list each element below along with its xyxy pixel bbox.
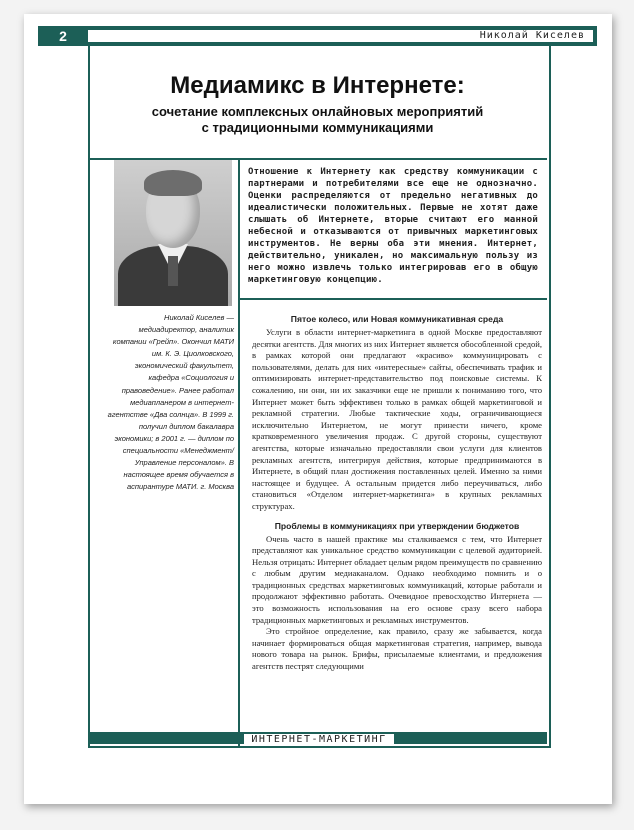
magazine-page — [24, 14, 612, 804]
article-title: Медиамикс в Интернете: — [170, 72, 465, 99]
section-heading: Проблемы в коммуникациях при утверждении бюджетов — [274, 520, 520, 531]
author-column — [88, 158, 240, 746]
footer-section-name: ИНТЕРНЕТ-МАРКЕТИНГ — [244, 734, 394, 746]
header-bar — [38, 26, 597, 46]
article-subtitle: сочетание комплексных онлайновых мероприятий с традиционными коммуникациями — [151, 104, 484, 135]
lead-paragraph: Отношение к Интернету как средству коммуникации с партнерами и потребителями все еще не однозначно. Оценки распределяются от предельно негативных до идеалистически положительных. Первые не хотят даже слышать об Интернете, вторые считают его манной небесной и отказываются от привычных маркетинговых инструментов. Не верны оба эти мнения. Интернет, действительно, уникален, но максимальную пользу из него можно извлечь только интегрировав его в общую маркетинговую концепцию. — [248, 167, 538, 285]
title-block — [88, 46, 547, 160]
paragraph: Это стройное определение, как правило, сразу же забывается, когда начинает формироваться общая маркетинговая стратегия, например, вывода нового товара на рынок. Брифы, присылаемые клиентами, и предложения агентств пестрят следующими — [252, 626, 542, 672]
article-body — [252, 306, 542, 673]
page-number: 2 — [38, 26, 88, 46]
author-name: Николай Киселев — [479, 30, 585, 41]
author-photo — [114, 160, 232, 306]
author-caption: Николай Киселев — медиадиректор, аналитик компании «Грейп». Окончил МАТИ им. К. Э. Циолковского, экономический факультет, кафедра «Социология и правоведение». Ранее работал медиапланером в интернет-агентстве «Два солнца». В 1999 г. получил диплом бакалавра экономики; в 2001 г. — диплом по специальности «Менеджмент/Управление персоналом». В настоящее время обучается в аспирантуре МАТИ. г. Москва — [107, 313, 234, 492]
section-heading: Пятое колесо, или Новая коммуникативная среда — [290, 314, 504, 324]
divider — [240, 298, 547, 300]
paragraph: Услуги в области интернет-маркетинга в одной Москве предоставляют десятки агентств. Для многих из них Интернет является обособленной средой, в рамках которой они предлагают «красиво» коммуницировать с пользователями, делать для них «интересные» сайты, обеспечивать трафик и оптимизировать интернет-представительство под поисковые системы. К сожалению, ни они, ни их заказчики еще не пришли к пониманию того, что Интернет может быть эффективен только в рамках общей маркетинговой и рекламной стратегии. Любые тактические ходы, ограничивающиеся исключительно Интернетом, не могут принести ничего, кроме кратковременного увеличения продаж. С другой стороны, существуют агентства, которые изначально предоставляли свои услуги для клиентов рекламных агентств, интегрируя действия, которые предпринимаются в Интернете, в общий план достижения поставленных целей. Именно за ними настоящее и будущее. А остальным придется либо переучиваться, либо становиться «Отделом интернет-маркетинга» в крупных рекламных структурах. — [252, 327, 542, 511]
author-band — [88, 30, 593, 42]
paragraph: Очень часто в нашей практике мы сталкиваемся с тем, что Интернет представляют как уникальное средство коммуникации с целевой аудиторией. Нельзя отрицать: Интернет обладает целым рядом преимуществ по сравнению с любым другим медиаканалом. Однако необходимо помнить и о традиционных средствах маркетинговых коммуникаций, которые работали и продолжают эффективно работать. Очевидное превосходство Интернета — это возможность использования на его основе сразу всего набора традиционных маркетинговых и рекламных инструментов. — [252, 533, 542, 625]
